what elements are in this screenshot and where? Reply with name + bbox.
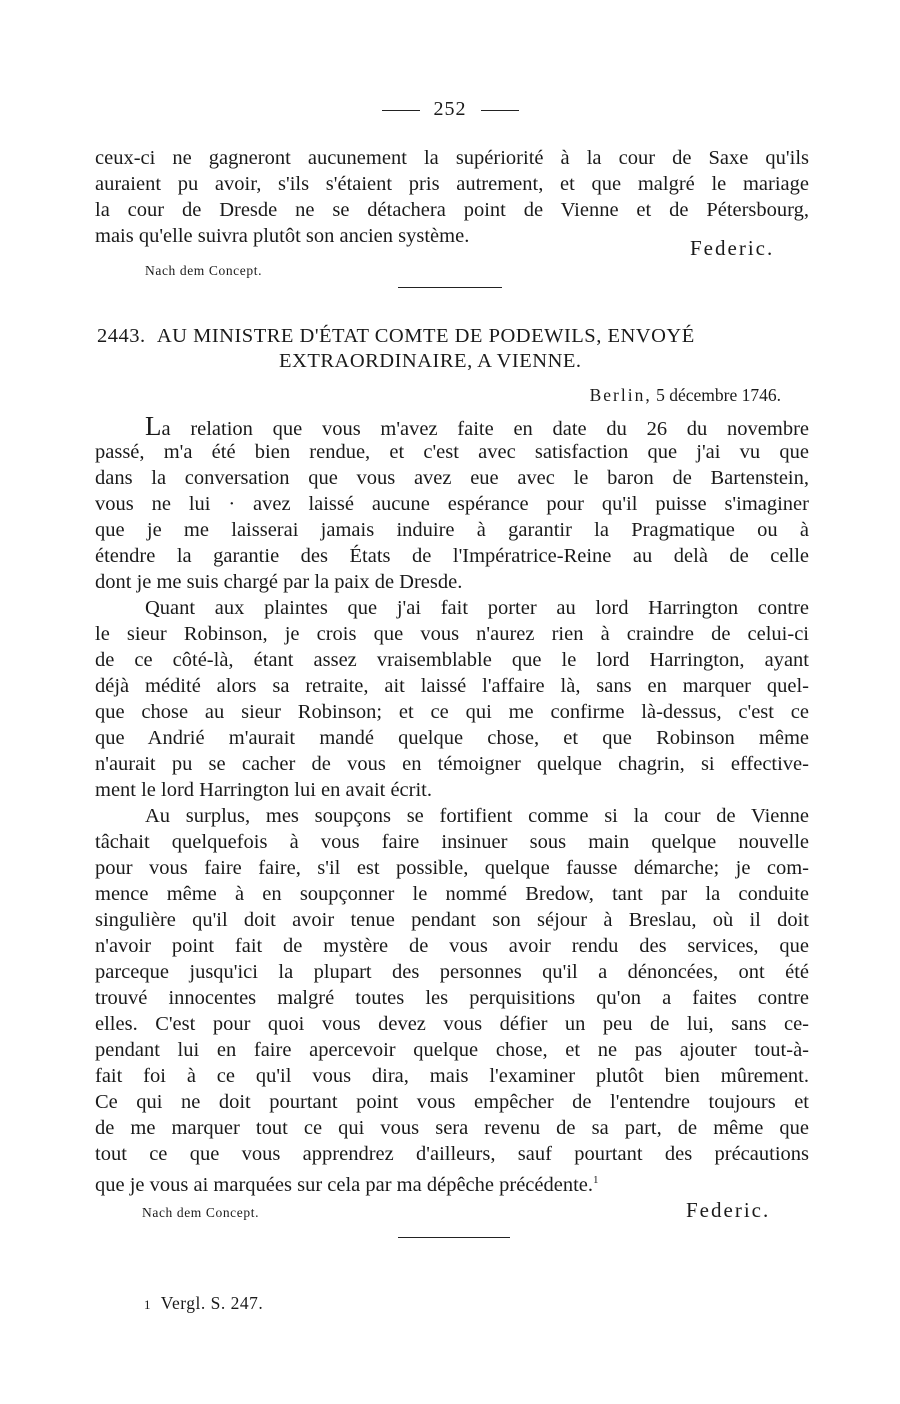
text-line: mais qu'elle suivra plutôt son ancien système.	[95, 225, 470, 247]
text-line: la cour de Dresde ne se détachera point de Vienne et de Pétersbourg,	[95, 199, 809, 221]
text-line: parceque jusqu'ici la plupart des personnes qu'il a dénoncées, ont été	[95, 961, 809, 983]
dateline	[590, 385, 781, 406]
text-line: n'aurait pu se cacher de vous en témoigner quelque chagrin, si effective-	[95, 753, 809, 775]
text-line: elles. C'est pour quoi vous devez vous défier un peu de lui, sans ce-	[95, 1013, 809, 1035]
drop-cap: L	[145, 411, 162, 441]
footnote-text: Vergl. S. 247.	[160, 1293, 264, 1313]
text-line: que je vous ai marquées sur cela par ma dépêche précédente.$^1$	[95, 1173, 599, 1196]
text-line: tâchait quelquefois à vous faire insinuer sous main quelque nouvelle	[95, 831, 809, 853]
signature: Federic.	[690, 236, 775, 260]
footnote	[144, 1293, 263, 1314]
text-line: fait foi à ce qu'il vous dira, mais l'examiner plutôt bien mûrement.	[95, 1065, 809, 1087]
text-line: mence même à en soupçonner le nommé Bredow, tant par la conduite	[95, 883, 809, 905]
text-line: que Andrié m'aurait mandé quelque chose, et que Robinson même	[95, 727, 809, 749]
text-line: auraient pu avoir, s'ils s'étaient pris autrement, et que malgré le mariage	[95, 173, 809, 195]
footnote-mark: 1	[144, 1297, 151, 1312]
text-line: de ce côté-là, étant assez vraisemblable que le lord Harrington, ayant	[95, 649, 809, 671]
text-line: dans la conversation que vous avez eue avec le baron de Bartenstein,	[95, 467, 809, 489]
footnote-reference: 1	[593, 1174, 599, 1186]
page-number-dash-right	[481, 110, 519, 111]
text-line: pour vous faire faire, s'il est possible, quelque fausse démarche; je com-	[95, 857, 809, 879]
signature: Federic.	[686, 1198, 771, 1222]
letter-recipient-line1: AU MINISTRE D'ÉTAT COMTE DE PODEWILS, ENVOYÉ	[156, 325, 695, 347]
page-number-dash-left	[382, 110, 420, 111]
text-line: n'avoir point fait de mystère de vous avoir rendu des services, que	[95, 935, 809, 957]
text-line: passé, m'a été bien rendue, et c'est avec satisfaction que j'ai vu que	[95, 441, 809, 463]
text-line: vous ne lui · avez laissé aucune espérance pour qu'il puisse s'imaginer	[95, 493, 809, 515]
text-line: La relation que vous m'avez faite en date du 26 du novembre	[145, 411, 809, 441]
text-line: que chose au sieur Robinson; et ce qui me confirme là-dessus, c'est ce	[95, 701, 809, 723]
text-line: singulière qu'il doit avoir tenue pendant son séjour à Breslau, où il doit	[95, 909, 809, 931]
source-note: Nach dem Concept.	[145, 263, 263, 278]
text-line: dont je me suis chargé par la paix de Dresde.	[95, 571, 463, 593]
text-line: que je me laisserai jamais induire à garantir la Pragmatique ou à	[95, 519, 809, 541]
letter-heading	[97, 325, 695, 348]
text-line: étendre la garantie des États de l'Impératrice-Reine au delà de celle	[95, 545, 809, 567]
text-line: pendant lui en faire apercevoir quelque chose, et ne pas ajouter tout-à-	[95, 1039, 809, 1061]
text-line: Ce qui ne doit pourtant point vous empêcher de l'entendre toujours et	[95, 1091, 809, 1113]
text-line: le sieur Robinson, je crois que vous n'aurez rien à craindre de celui-ci	[95, 623, 809, 645]
letter-recipient-line2: EXTRAORDINAIRE, A VIENNE.	[279, 350, 582, 372]
page-number	[0, 98, 900, 121]
letter-number: 2443.	[97, 325, 146, 347]
text-line: trouvé innocentes malgré toutes les perquisitions qu'on a faites contre	[95, 987, 809, 1009]
page-number-value: 252	[433, 98, 467, 120]
text-line: tout ce que vous apprendrez d'ailleurs, sauf pourtant des précautions	[95, 1143, 809, 1165]
text-line: Quant aux plaintes que j'ai fait porter au lord Harrington contre	[145, 597, 809, 619]
date-place: Berlin,	[589, 385, 652, 405]
text-line: ment le lord Harrington lui en avait écrit.	[95, 779, 432, 801]
text-line: de me marquer tout ce qui vous sera revenu de sa part, de même que	[95, 1117, 809, 1139]
text-line: Au surplus, mes soupçons se fortifient comme si la cour de Vienne	[145, 805, 809, 827]
text-line: déjà médité alors sa retraite, ait laissé l'affaire là, sans en marquer quel-	[95, 675, 809, 697]
date-value: 5 décembre 1746.	[656, 385, 781, 405]
text-line: ceux-ci ne gagneront aucunement la supériorité à la cour de Saxe qu'ils	[95, 147, 809, 169]
source-note: Nach dem Concept.	[142, 1205, 260, 1220]
section-divider	[398, 287, 502, 288]
section-divider	[398, 1237, 510, 1238]
